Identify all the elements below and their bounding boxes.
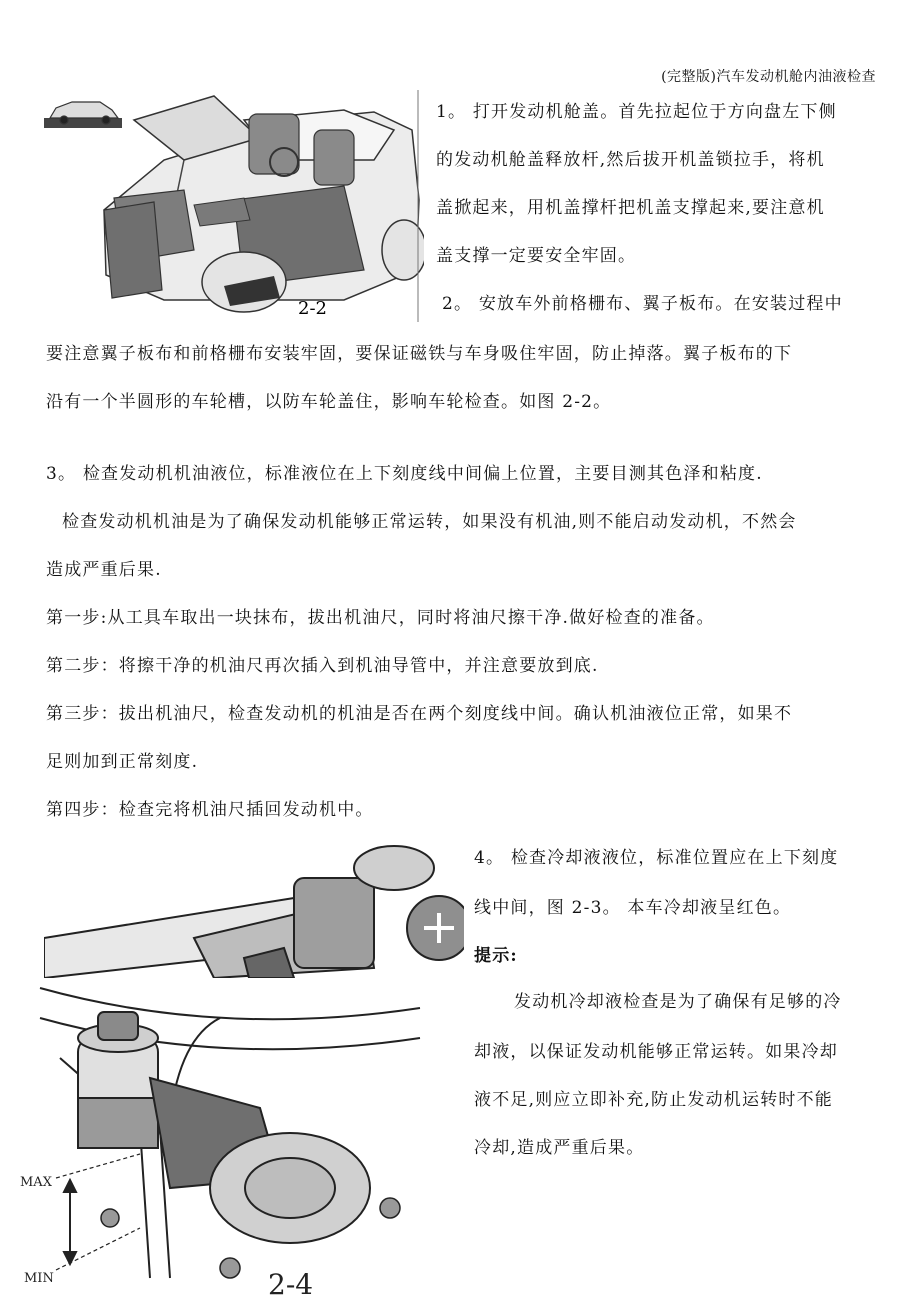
s1-line-4: 盖支撑一定要安全牢固。 <box>436 246 637 266</box>
s3-step-1: 第一步:从工具车取出一块抹布，拔出机油尺，同时将油尺擦干净.做好检查的准备。 <box>46 608 715 628</box>
s1-line-3: 盖掀起来，用机盖撑杆把机盖支撑起来,要注意机 <box>436 198 825 218</box>
s3-step-3: 第三步：拔出机油尺，检查发动机的机油是否在两个刻度线中间。确认机油液位正常，如果不 <box>46 704 793 724</box>
s3-line-3: 造成严重后果. <box>46 560 162 580</box>
document-header: (完整版)汽车发动机舱内油液检查 <box>661 69 876 85</box>
coolant-reservoir-illustration <box>44 838 464 978</box>
s1-line-1: 1。 打开发动机舱盖。首先拉起位于方向盘左下侧 <box>436 102 837 122</box>
s2-line-2: 要注意翼子板布和前格栅布安装牢固，要保证磁铁与车身吸住牢固，防止掉落。翼子板布的下 <box>46 344 793 364</box>
figure-2-4-label: 2-4 <box>268 1268 314 1298</box>
s3-step-2: 第二步：将擦干净的机油尺再次插入到机油导管中，并注意要放到底. <box>46 656 599 676</box>
tip-line-2: 却液，以保证发动机能够正常运转。如果冷却 <box>474 1042 838 1062</box>
car-fender-cover-illustration <box>44 90 424 322</box>
tip-line-3: 液不足,则应立即补充,防止发动机运转时不能 <box>474 1090 834 1110</box>
s2-line-1: 2。 安放车外前格栅布、翼子板布。在安装过程中 <box>442 294 843 314</box>
tip-title: 提示: <box>474 946 518 966</box>
coolant-level-illustration <box>20 978 440 1298</box>
s3-step-4: 第四步：检查完将机油尺插回发动机中。 <box>46 800 374 820</box>
level-range-arrow <box>56 1154 140 1270</box>
fender-cover-left <box>104 202 162 298</box>
min-label: MIN <box>24 1271 54 1286</box>
tip-line-1: 发动机冷却液检查是为了确保有足够的冷 <box>514 992 842 1012</box>
figure-2-2-label: 2-2 <box>298 298 327 319</box>
s4-line-2: 线中间，图 2-3。 本车冷却液呈红色。 <box>474 898 792 918</box>
tip-line-4: 冷却,造成严重后果。 <box>474 1138 645 1158</box>
s3-line-1: 3。 检查发动机机油液位，标准液位在上下刻度线中间偏上位置，主要目测其色泽和粘度. <box>46 464 763 484</box>
s3-line-2: 检查发动机机油是为了确保发动机能够正常运转，如果没有机油,则不能启动发动机，不然会 <box>62 512 797 532</box>
s1-line-2: 的发动机舱盖释放杆,然后拔开机盖锁拉手，将机 <box>436 150 825 170</box>
max-label: MAX <box>20 1175 52 1190</box>
s4-line-1: 4。 检查冷却液液位，标准位置应在上下刻度 <box>474 848 839 868</box>
s3-step-3-cont: 足则加到正常刻度. <box>46 752 199 772</box>
car-thumbnail-icon <box>44 102 122 128</box>
figure-2-4 <box>20 978 440 1298</box>
s2-line-3: 沿有一个半圆形的车轮槽，以防车轮盖住，影响车轮检查。如图 2-2。 <box>46 392 612 412</box>
figure-2-2 <box>44 90 424 322</box>
figure-2-3 <box>44 838 464 978</box>
